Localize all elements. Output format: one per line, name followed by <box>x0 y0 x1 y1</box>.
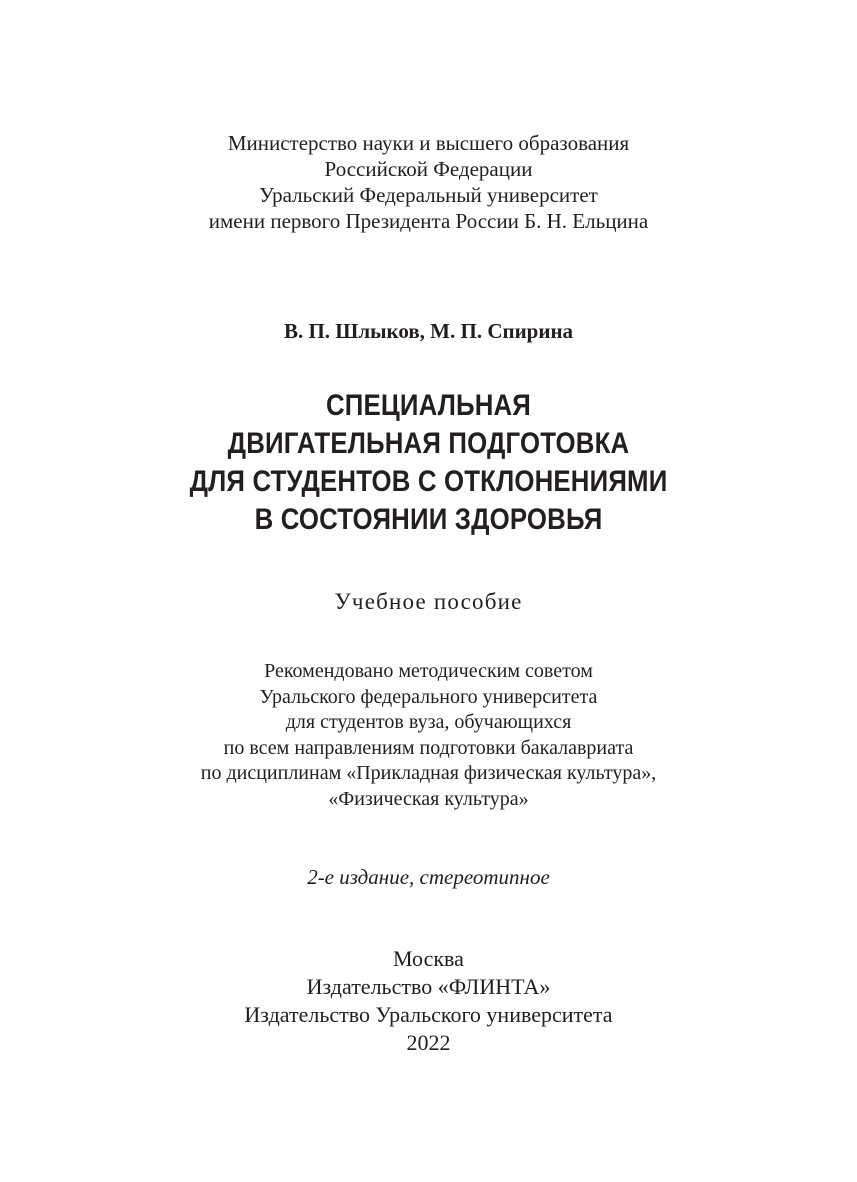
book-title-line: В СОСТОЯНИИ ЗДОРОВЬЯ <box>254 503 603 536</box>
ministry-line: имени первого Президента России Б. Н. Ельцина <box>208 209 649 233</box>
imprint-city: Москва <box>393 946 464 971</box>
book-title-line: СПЕЦИАЛЬНАЯ <box>325 389 532 422</box>
document-type: Учебное пособие <box>334 589 523 614</box>
ministry-line: Уральский Федеральный университет <box>259 183 598 207</box>
book-title <box>60 387 797 539</box>
ministry-heading <box>0 130 857 234</box>
book-title-line: ДВИГАТЕЛЬНАЯ ПОДГОТОВКА <box>227 427 630 460</box>
edition: 2-е издание, стереотипное <box>307 865 550 889</box>
imprint-publisher: Издательство Уральского университета <box>244 1002 613 1027</box>
authors: В. П. Шлыков, М. П. Спирина <box>283 319 574 343</box>
recommendation-line: по всем направлениям подготовки бакалавриата <box>223 736 634 759</box>
imprint-publisher: Издательство «ФЛИНТА» <box>306 974 551 999</box>
recommendation-line: Уральского федерального университета <box>259 685 598 708</box>
recommendation-line: «Физическая культура» <box>328 787 529 810</box>
recommendation-note <box>0 659 857 812</box>
recommendation-line: Рекомендовано методическим советом <box>264 660 593 682</box>
ministry-line: Российской Федерации <box>324 157 533 181</box>
imprint-year: 2022 <box>406 1030 451 1055</box>
recommendation-line: по дисциплинам «Прикладная физическая культура», <box>200 762 657 784</box>
imprint <box>0 945 857 1057</box>
recommendation-line: для студентов вуза, обучающихся <box>285 711 572 733</box>
ministry-line: Министерство науки и высшего образования <box>227 131 630 155</box>
book-title-line: ДЛЯ СТУДЕНТОВ С ОТКЛОНЕНИЯМИ <box>189 465 668 498</box>
